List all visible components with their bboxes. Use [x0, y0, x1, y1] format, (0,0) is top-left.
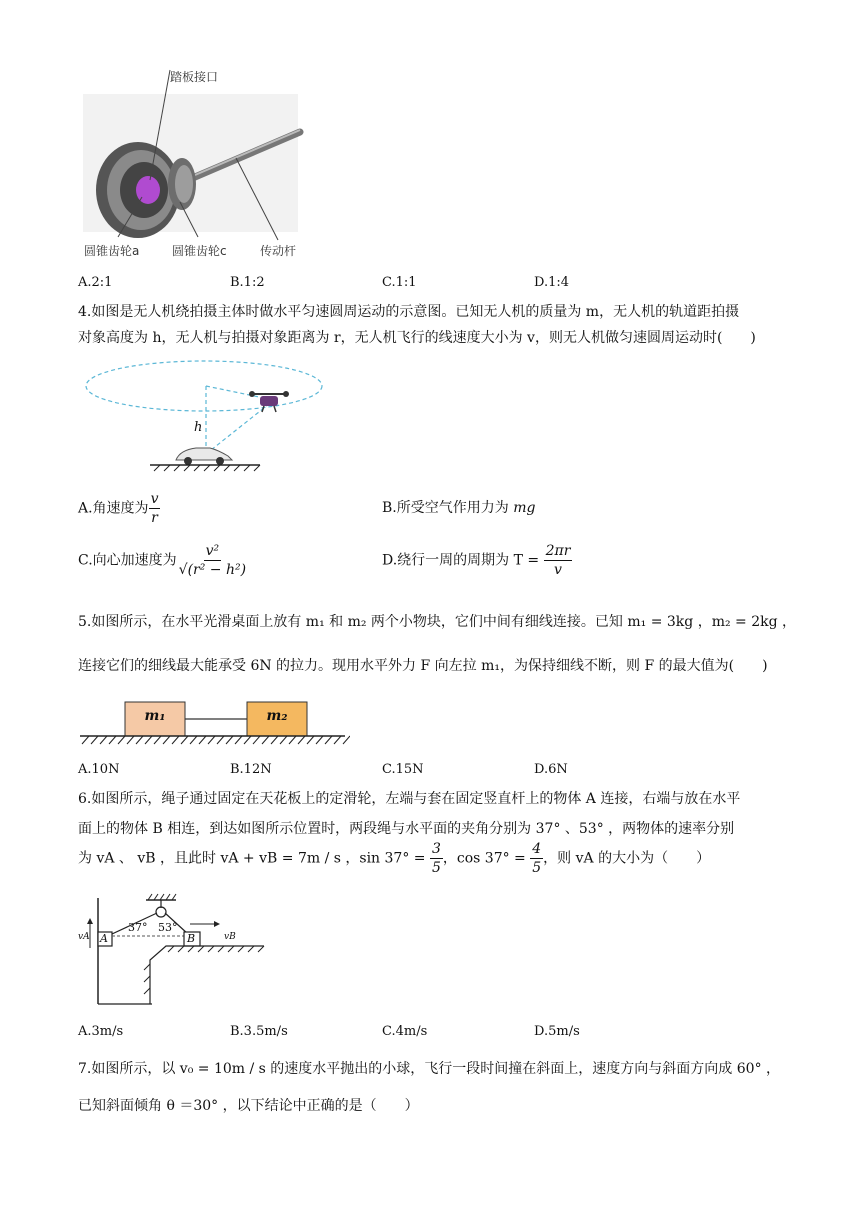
q4-option-c-prefix: C.向心加速度为 [78, 552, 177, 569]
q4-option-d-num: 2πr [545, 543, 571, 559]
q3-option-c: C.1:1 [382, 275, 417, 290]
gear-c-label: 圆锥齿轮c [172, 244, 227, 258]
q4-option-a [78, 490, 160, 527]
height-h-label: h [194, 420, 203, 435]
block-m2-label: m₂ [266, 708, 288, 724]
pulley-diagram [78, 888, 268, 1006]
car-icon [176, 448, 232, 465]
q4-stem-line2: 对象高度为 h，无人机与拍摄对象距离为 r，无人机飞行的线速度大小为 v，则无人机做匀速圆周运动时( ) [78, 330, 756, 346]
q5-stem-line2: 连接它们的细线最大能承受 6N 的拉力。现用水平外力 F 向左拉 m₁，为保持细线不断，则 F 的最大值为( ) [78, 658, 768, 674]
pulley-icon [156, 907, 166, 917]
q3-option-a: A.2:1 [78, 275, 113, 290]
q5-option-a: A.10N [78, 762, 120, 777]
ground-step [150, 946, 264, 1004]
q6-sin-den: 5 [431, 860, 441, 876]
q4-stem-line1: 4.如图是无人机绕拍摄主体时做水平匀速圆周运动的示意图。已知无人机的质量为 m，无人机的轨道距拍摄 [78, 304, 740, 320]
drone-figure [84, 356, 324, 476]
q4-option-a-den: r [151, 510, 158, 526]
drone-orbit-diagram [84, 356, 324, 476]
q7-stem-line2: 已知斜面倾角 θ ＝30° ，以下结论中正确的是（ ） [78, 1098, 419, 1114]
q4-option-d [382, 542, 572, 579]
q5-option-c: C.15N [382, 762, 424, 777]
q6-stem-line3 [78, 840, 710, 877]
block-b-label: B [187, 932, 196, 945]
q6-option-b: B.3.5m/s [230, 1024, 288, 1039]
q4-option-d-fraction [544, 542, 573, 579]
q4-option-c-den: √(r² − h²) [178, 562, 247, 578]
velocity-b-label: vB [224, 932, 236, 942]
q4-option-c-num: v² [205, 543, 220, 559]
velocity-a-arrow-icon [87, 918, 93, 924]
q6-cos-num: 4 [532, 841, 542, 857]
angle-37-label: 37° [128, 921, 148, 934]
blocks-diagram [80, 698, 350, 748]
q6-sin-num: 3 [431, 841, 441, 857]
drive-rod-label: 传动杆 [260, 244, 297, 258]
q6-cos-den: 5 [532, 860, 542, 876]
q6-option-c: C.4m/s [382, 1024, 428, 1039]
angle-53-label: 53° [158, 921, 178, 934]
pulley-figure [78, 888, 268, 1006]
gear-illustration [78, 62, 318, 262]
q4-option-c-fraction [177, 542, 248, 579]
gear-a-label: 圆锥齿轮a [84, 244, 140, 258]
q4-option-d-prefix: D.绕行一周的周期为 T = [382, 552, 544, 569]
q6-line3-part-a: 为 vA 、 vB ，且此时 vA + vB = 7m / s ，sin 37° = [78, 850, 430, 867]
block-a-label: A [100, 932, 108, 945]
q6-stem-line2: 面上的物体 B 相连，到达如图所示位置时，两段绳与水平面的夹角分别为 37° 、53° ，两物体的速率分别 [78, 821, 735, 837]
q6-line3-part-b: ，cos 37° = [442, 850, 531, 867]
q3-option-d: D.1:4 [534, 275, 570, 290]
q6-cos-fraction [530, 840, 543, 877]
q3-option-b: B.1:2 [230, 275, 265, 290]
q5-stem-line1: 5.如图所示，在水平光滑桌面上放有 m₁ 和 m₂ 两个小物块，它们中间有细线连接。已知 m₁ = 3kg ，m₂ = 2kg ， [78, 614, 797, 630]
pedal-interface-label: 踏板接口 [170, 70, 219, 84]
q7-stem-line1: 7.如图所示，以 v₀ = 10m / s 的速度水平抛出的小球，飞行一段时间撞在斜面上，速度方向与斜面方向成 60° ， [78, 1061, 781, 1077]
velocity-a-label: vA [78, 932, 90, 942]
q4-option-b [382, 499, 535, 517]
q4-option-b-value: mg [513, 500, 536, 516]
velocity-b-arrow-icon [214, 921, 220, 927]
q6-stem-line1: 6.如图所示，绳子通过固定在天花板上的定滑轮，左端与套在固定竖直杆上的物体 A 连接，右端与放在水平 [78, 791, 741, 807]
q6-line3-part-c: ，则 vA 的大小为（ ） [543, 850, 711, 867]
blocks-figure [80, 698, 350, 748]
q5-option-b: B.12N [230, 762, 272, 777]
q6-sin-fraction [430, 840, 443, 877]
q4-option-d-den: v [554, 562, 562, 578]
q6-option-a: A.3m/s [78, 1024, 124, 1039]
gear-figure [78, 62, 318, 262]
q4-option-c [78, 542, 248, 579]
block-m1-label: m₁ [144, 708, 166, 724]
q4-option-a-fraction [149, 490, 161, 527]
q4-option-b-prefix: B.所受空气作用力为 [382, 500, 514, 516]
q5-option-d: D.6N [534, 762, 568, 777]
q6-option-d: D.5m/s [534, 1024, 580, 1039]
q4-option-a-prefix: A.角速度为 [78, 500, 149, 517]
q4-option-a-num: v [150, 491, 159, 507]
